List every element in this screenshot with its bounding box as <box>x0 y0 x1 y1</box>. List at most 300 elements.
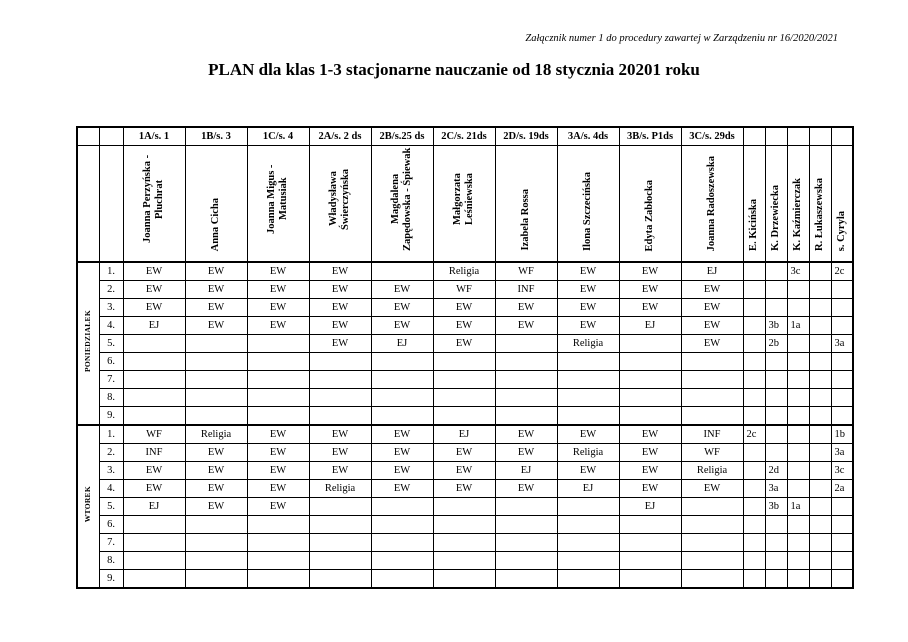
schedule-cell <box>743 444 765 462</box>
schedule-cell <box>809 462 831 480</box>
schedule-cell: EW <box>371 425 433 444</box>
schedule-cell: 2b <box>765 335 787 353</box>
schedule-cell <box>557 389 619 407</box>
schedule-cell: EW <box>123 480 185 498</box>
schedule-cell <box>765 534 787 552</box>
class-header-empty <box>765 127 787 146</box>
teacher-name: K. Drzewiecka <box>770 185 781 251</box>
schedule-cell: EW <box>557 262 619 281</box>
schedule-cell <box>123 552 185 570</box>
schedule-cell <box>765 444 787 462</box>
schedule-cell <box>809 299 831 317</box>
teacher-name: Izabela Rossa <box>520 189 531 251</box>
lesson-row <box>77 552 853 570</box>
schedule-cell <box>309 516 371 534</box>
lesson-number: 5. <box>99 335 123 353</box>
schedule-cell <box>557 570 619 589</box>
schedule-cell: 3a <box>831 444 853 462</box>
schedule-cell: EW <box>247 498 309 516</box>
schedule-cell: EW <box>619 444 681 462</box>
attachment-note: Załącznik numer 1 do procedury zawartej w Zarządzeniu nr 16/2020/2021 <box>525 33 838 44</box>
schedule-cell <box>123 353 185 371</box>
schedule-cell <box>831 534 853 552</box>
schedule-cell <box>787 552 809 570</box>
schedule-cell: EW <box>433 480 495 498</box>
class-header: 1A/s. 1 <box>123 127 185 146</box>
schedule-cell <box>743 371 765 389</box>
lesson-number: 8. <box>99 389 123 407</box>
schedule-cell <box>743 570 765 589</box>
lesson-row <box>77 262 853 281</box>
day-label: PONIEDZIAŁEK <box>83 310 93 372</box>
schedule-cell: EW <box>123 299 185 317</box>
schedule-cell <box>495 498 557 516</box>
schedule-cell <box>619 389 681 407</box>
schedule-cell: 3a <box>765 480 787 498</box>
schedule-cell <box>309 552 371 570</box>
lesson-row <box>77 498 853 516</box>
schedule-cell <box>123 371 185 389</box>
schedule-cell: EW <box>619 425 681 444</box>
schedule-cell <box>787 480 809 498</box>
schedule-cell: EW <box>185 498 247 516</box>
schedule-cell <box>123 389 185 407</box>
schedule-cell: EW <box>681 480 743 498</box>
schedule-cell <box>743 317 765 335</box>
schedule-cell: EJ <box>495 462 557 480</box>
schedule-cell: EW <box>309 317 371 335</box>
schedule-cell: EW <box>371 317 433 335</box>
lesson-number: 2. <box>99 281 123 299</box>
schedule-cell <box>831 389 853 407</box>
schedule-cell: EJ <box>433 425 495 444</box>
schedule-cell: WF <box>123 425 185 444</box>
schedule-cell: EW <box>557 462 619 480</box>
schedule-cell: EW <box>185 262 247 281</box>
schedule-cell <box>371 534 433 552</box>
schedule-cell: EJ <box>123 498 185 516</box>
schedule-cell: EW <box>557 317 619 335</box>
schedule-cell: 3c <box>787 262 809 281</box>
teacher-header <box>309 146 371 263</box>
schedule-cell <box>681 534 743 552</box>
lesson-number: 3. <box>99 462 123 480</box>
schedule-cell <box>433 570 495 589</box>
schedule-cell <box>185 371 247 389</box>
schedule-cell: EW <box>557 299 619 317</box>
schedule-cell: EW <box>433 335 495 353</box>
teacher-header <box>619 146 681 263</box>
schedule-cell <box>185 552 247 570</box>
schedule-cell <box>495 534 557 552</box>
schedule-cell <box>743 281 765 299</box>
class-header-row <box>77 127 853 146</box>
schedule-cell <box>495 389 557 407</box>
teacher-header <box>765 146 787 263</box>
schedule-cell: EW <box>309 444 371 462</box>
schedule-cell <box>743 262 765 281</box>
schedule-cell <box>309 353 371 371</box>
schedule-cell <box>787 281 809 299</box>
schedule-cell: EW <box>495 480 557 498</box>
schedule-cell: EW <box>309 462 371 480</box>
schedule-cell: EW <box>371 281 433 299</box>
schedule-cell: EW <box>557 425 619 444</box>
schedule-cell: EW <box>495 299 557 317</box>
schedule-cell <box>495 407 557 426</box>
schedule-cell: EW <box>247 299 309 317</box>
schedule-cell <box>433 353 495 371</box>
schedule-cell: EW <box>371 444 433 462</box>
schedule-cell: EW <box>185 462 247 480</box>
teacher-header <box>557 146 619 263</box>
schedule-cell <box>765 371 787 389</box>
schedule-cell <box>681 552 743 570</box>
schedule-cell <box>495 552 557 570</box>
schedule-cell <box>123 570 185 589</box>
schedule-cell <box>787 299 809 317</box>
class-header-empty <box>831 127 853 146</box>
schedule-cell <box>557 552 619 570</box>
schedule-cell: EJ <box>681 262 743 281</box>
schedule-cell <box>433 371 495 389</box>
schedule-cell <box>433 534 495 552</box>
schedule-cell <box>247 371 309 389</box>
schedule-cell <box>371 389 433 407</box>
schedule-cell <box>809 262 831 281</box>
teacher-name: Edyta Zabłocka <box>644 179 655 251</box>
lesson-row <box>77 353 853 371</box>
schedule-cell <box>787 371 809 389</box>
schedule-cell <box>433 552 495 570</box>
schedule-cell: EW <box>495 425 557 444</box>
schedule-cell <box>619 570 681 589</box>
schedule-cell <box>247 534 309 552</box>
schedule-cell <box>743 462 765 480</box>
day-label-cell <box>77 262 99 425</box>
lesson-row <box>77 425 853 444</box>
schedule-cell <box>681 516 743 534</box>
class-header: 2A/s. 2 ds <box>309 127 371 146</box>
class-header-empty <box>787 127 809 146</box>
schedule-cell <box>309 570 371 589</box>
schedule-cell <box>809 534 831 552</box>
schedule-cell <box>309 498 371 516</box>
corner-cell <box>77 146 99 263</box>
schedule-cell <box>619 371 681 389</box>
schedule-cell <box>681 353 743 371</box>
schedule-cell <box>247 516 309 534</box>
schedule-cell: EW <box>185 317 247 335</box>
lesson-row <box>77 299 853 317</box>
schedule-cell: EW <box>247 317 309 335</box>
class-header: 1C/s. 4 <box>247 127 309 146</box>
schedule-cell: EW <box>185 480 247 498</box>
schedule-cell <box>787 425 809 444</box>
teacher-header <box>831 146 853 263</box>
schedule-cell <box>743 498 765 516</box>
schedule-cell <box>743 480 765 498</box>
teacher-name: Magdalena Zapędowska - Śpiewak <box>390 147 413 251</box>
schedule-cell <box>247 407 309 426</box>
schedule-cell <box>371 407 433 426</box>
schedule-cell <box>787 335 809 353</box>
schedule-cell <box>809 281 831 299</box>
schedule-cell: EW <box>619 462 681 480</box>
class-header: 3C/s. 29ds <box>681 127 743 146</box>
schedule-cell <box>809 498 831 516</box>
schedule-cell <box>371 516 433 534</box>
schedule-cell <box>185 516 247 534</box>
schedule-cell: INF <box>681 425 743 444</box>
schedule-cell <box>123 534 185 552</box>
schedule-cell: EW <box>681 335 743 353</box>
schedule-cell <box>787 462 809 480</box>
schedule-cell <box>809 317 831 335</box>
schedule-cell <box>831 353 853 371</box>
schedule-cell: EW <box>371 299 433 317</box>
schedule-cell <box>787 534 809 552</box>
schedule-cell <box>809 552 831 570</box>
schedule-cell <box>185 407 247 426</box>
schedule-cell <box>433 389 495 407</box>
schedule-cell <box>831 371 853 389</box>
schedule-cell: 3b <box>765 317 787 335</box>
schedule-cell: EW <box>185 299 247 317</box>
teacher-header <box>123 146 185 263</box>
lesson-number: 2. <box>99 444 123 462</box>
schedule-cell <box>787 353 809 371</box>
schedule-cell: 2d <box>765 462 787 480</box>
day-label: WTOREK <box>83 485 93 523</box>
schedule-cell: 2c <box>831 262 853 281</box>
teacher-header <box>495 146 557 263</box>
schedule-cell <box>831 552 853 570</box>
schedule-cell <box>495 335 557 353</box>
schedule-cell <box>619 353 681 371</box>
schedule-cell: EW <box>309 335 371 353</box>
schedule-cell <box>619 552 681 570</box>
teacher-header <box>809 146 831 263</box>
schedule-cell <box>765 262 787 281</box>
lesson-row <box>77 281 853 299</box>
schedule-cell: Religia <box>309 480 371 498</box>
schedule-cell <box>185 570 247 589</box>
schedule-cell: EW <box>681 281 743 299</box>
schedule-cell <box>371 353 433 371</box>
schedule-cell: 2a <box>831 480 853 498</box>
schedule-cell: EW <box>371 480 433 498</box>
schedule-cell: EW <box>247 444 309 462</box>
schedule-cell <box>557 498 619 516</box>
schedule-cell <box>495 516 557 534</box>
schedule-cell: EW <box>495 317 557 335</box>
schedule-cell: EW <box>557 281 619 299</box>
schedule-cell <box>787 570 809 589</box>
teacher-header <box>681 146 743 263</box>
document-title: PLAN dla klas 1-3 stacjonarne nauczanie od 18 stycznia 20201 roku <box>208 60 700 79</box>
teacher-header-row <box>77 146 853 263</box>
schedule-cell <box>185 353 247 371</box>
class-header-empty <box>809 127 831 146</box>
schedule-cell <box>123 335 185 353</box>
lesson-row <box>77 389 853 407</box>
teacher-header <box>247 146 309 263</box>
schedule-cell <box>371 498 433 516</box>
schedule-cell: EW <box>495 444 557 462</box>
lesson-number: 3. <box>99 299 123 317</box>
schedule-cell: WF <box>681 444 743 462</box>
schedule-cell <box>371 552 433 570</box>
schedule-cell <box>743 407 765 426</box>
schedule-cell <box>787 516 809 534</box>
teacher-name: Anna Cicha <box>210 197 221 251</box>
schedule-cell <box>681 570 743 589</box>
schedule-cell <box>309 371 371 389</box>
class-header: 3A/s. 4ds <box>557 127 619 146</box>
schedule-cell <box>619 534 681 552</box>
schedule-cell <box>309 534 371 552</box>
schedule-cell: EW <box>433 444 495 462</box>
schedule-cell <box>371 371 433 389</box>
schedule-cell <box>765 407 787 426</box>
schedule-cell: 2c <box>743 425 765 444</box>
lesson-number: 4. <box>99 480 123 498</box>
class-header: 2D/s. 19ds <box>495 127 557 146</box>
schedule-cell <box>831 317 853 335</box>
class-header: 2C/s. 21ds <box>433 127 495 146</box>
lesson-number: 7. <box>99 534 123 552</box>
lesson-row <box>77 480 853 498</box>
schedule-cell <box>681 498 743 516</box>
schedule-cell: EW <box>309 262 371 281</box>
schedule-cell <box>743 335 765 353</box>
schedule-cell: EW <box>681 317 743 335</box>
schedule-cell <box>787 407 809 426</box>
lesson-number: 6. <box>99 516 123 534</box>
day-label-cell <box>77 425 99 588</box>
schedule-cell <box>495 353 557 371</box>
schedule-cell: EW <box>433 462 495 480</box>
schedule-cell: EW <box>309 299 371 317</box>
schedule-cell: EW <box>247 262 309 281</box>
schedule-cell <box>765 353 787 371</box>
lesson-row <box>77 534 853 552</box>
schedule-cell <box>809 480 831 498</box>
schedule-cell <box>247 389 309 407</box>
schedule-cell: 3a <box>831 335 853 353</box>
teacher-name: R. Łukaszewska <box>814 178 825 251</box>
schedule-cell: EW <box>619 299 681 317</box>
schedule-cell <box>831 498 853 516</box>
schedule-cell <box>831 299 853 317</box>
schedule-cell: EW <box>619 262 681 281</box>
schedule-cell <box>681 389 743 407</box>
schedule-cell <box>557 516 619 534</box>
schedule-cell: EW <box>247 462 309 480</box>
schedule-cell: 1a <box>787 498 809 516</box>
lesson-row <box>77 570 853 589</box>
schedule-cell <box>743 534 765 552</box>
class-header: 1B/s. 3 <box>185 127 247 146</box>
schedule-cell <box>809 407 831 426</box>
schedule-cell <box>743 552 765 570</box>
teacher-header <box>433 146 495 263</box>
teacher-name: E. Kicińska <box>748 199 759 251</box>
schedule-cell: 1b <box>831 425 853 444</box>
schedule-cell <box>831 516 853 534</box>
schedule-cell <box>309 389 371 407</box>
schedule-cell: Religia <box>681 462 743 480</box>
schedule-cell: EW <box>247 480 309 498</box>
schedule-cell: EW <box>247 281 309 299</box>
schedule-cell: INF <box>123 444 185 462</box>
schedule-cell <box>765 389 787 407</box>
lesson-number: 9. <box>99 407 123 426</box>
schedule-cell: EW <box>185 444 247 462</box>
schedule-cell: EW <box>309 425 371 444</box>
schedule-cell <box>809 353 831 371</box>
schedule-cell <box>123 407 185 426</box>
schedule-cell <box>809 425 831 444</box>
schedule-table <box>76 126 854 589</box>
schedule-cell <box>809 371 831 389</box>
schedule-cell <box>619 407 681 426</box>
schedule-cell: Religia <box>433 262 495 281</box>
schedule-cell <box>765 281 787 299</box>
schedule-cell: EJ <box>619 498 681 516</box>
schedule-cell: EW <box>619 480 681 498</box>
schedule-cell <box>809 570 831 589</box>
schedule-cell <box>809 444 831 462</box>
schedule-cell <box>185 534 247 552</box>
schedule-cell: EW <box>247 425 309 444</box>
teacher-name: Władysława Świerczyńska <box>328 168 351 230</box>
schedule-cell <box>681 407 743 426</box>
schedule-cell: EJ <box>371 335 433 353</box>
schedule-cell <box>831 570 853 589</box>
schedule-cell: Religia <box>557 444 619 462</box>
teacher-name: Małgorzata Leśniewska <box>452 173 475 225</box>
corner-cell <box>99 146 123 263</box>
schedule-cell <box>743 353 765 371</box>
lesson-row <box>77 335 853 353</box>
teacher-header <box>787 146 809 263</box>
schedule-cell <box>743 516 765 534</box>
schedule-cell <box>433 407 495 426</box>
teacher-name: Ilona Szczecińska <box>582 171 593 251</box>
schedule-cell: EJ <box>557 480 619 498</box>
teacher-header <box>371 146 433 263</box>
class-header: 3B/s. P1ds <box>619 127 681 146</box>
schedule-cell: EW <box>123 262 185 281</box>
lesson-row <box>77 407 853 426</box>
lesson-number: 1. <box>99 262 123 281</box>
schedule-cell <box>495 371 557 389</box>
schedule-cell: 3b <box>765 498 787 516</box>
schedule-cell <box>185 389 247 407</box>
lesson-number: 1. <box>99 425 123 444</box>
schedule-cell <box>787 444 809 462</box>
schedule-cell <box>743 299 765 317</box>
schedule-cell <box>309 407 371 426</box>
teacher-name: K. Kaźmierczak <box>792 178 803 251</box>
schedule-cell <box>557 407 619 426</box>
schedule-cell: EW <box>433 317 495 335</box>
schedule-cell: EW <box>433 299 495 317</box>
schedule-cell <box>681 371 743 389</box>
schedule-cell: EW <box>309 281 371 299</box>
